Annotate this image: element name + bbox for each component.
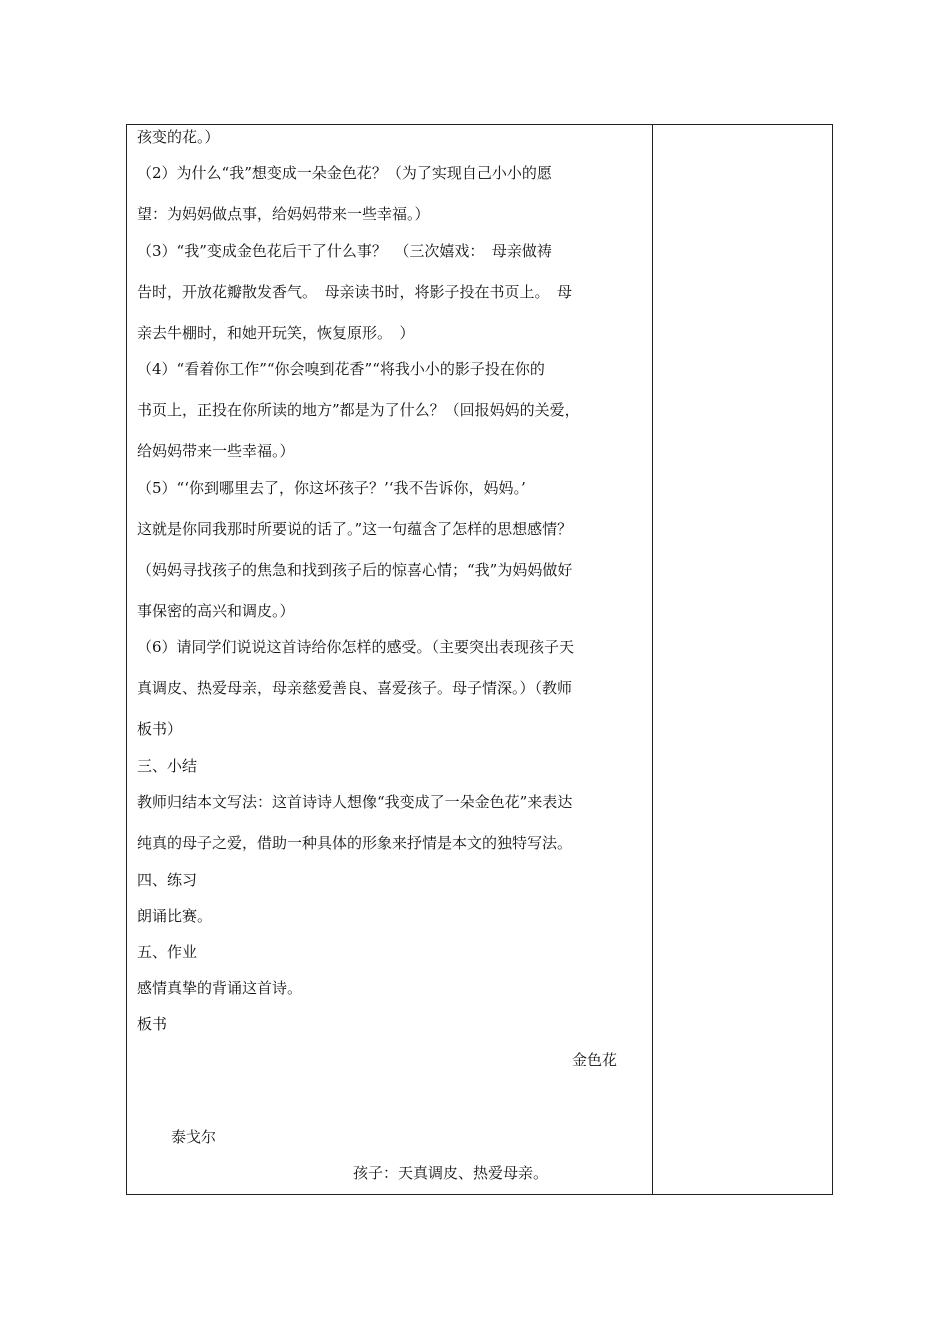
- text-line: 朗诵比赛。: [137, 907, 213, 925]
- text-line: （妈妈寻找孩子的焦急和找到孩子后的惊喜心情；“我”为妈妈做好: [137, 561, 573, 579]
- text-line: 板书）: [137, 720, 183, 738]
- section-heading: 四、练习: [137, 871, 198, 889]
- board-author: 泰戈尔: [171, 1128, 217, 1146]
- text-line: 教师归结本文写法：这首诗诗人想像“我变成了一朵金色花”来表达: [137, 793, 573, 811]
- lesson-table: [126, 124, 833, 1195]
- text-line: （4）“看着你工作”“你会嗅到花香”“将我小小的影子投在你的: [137, 360, 545, 378]
- text-line: （2）为什么“我”想变成一朵金色花？（为了实现自己小小的愿: [137, 164, 552, 182]
- section-heading: 五、作业: [137, 943, 198, 961]
- text-line: 给妈妈带来一些幸福。）: [137, 442, 295, 460]
- board-title: 金色花: [572, 1051, 618, 1069]
- text-line: 这就是你同我那时所要说的话了。”这一句蕴含了怎样的思想感情？: [137, 520, 573, 538]
- text-line: 事保密的高兴和调皮。）: [137, 602, 295, 620]
- column-divider: [652, 125, 653, 1194]
- text-line: 感情真挚的背诵这首诗。: [137, 979, 303, 997]
- text-line: （3）“我”变成金色花后干了什么事？ （三次嬉戏： 母亲做祷: [137, 242, 552, 260]
- section-heading: 板书: [137, 1015, 168, 1033]
- board-point: 孩子：天真调皮、热爱母亲。: [353, 1164, 549, 1182]
- section-heading: 三、小结: [137, 757, 198, 775]
- text-line: 孩变的花。）: [137, 128, 220, 146]
- text-line: 纯真的母子之爱，借助一种具体的形象来抒情是本文的独特写法。: [137, 834, 573, 852]
- text-line: 告时，开放花瓣散发香气。 母亲读书时，将影子投在书页上。 母: [137, 283, 573, 301]
- text-line: 亲去牛棚时，和她开玩笑，恢复原形。 ）: [137, 324, 415, 342]
- text-line: （6）请同学们说说这首诗给你怎样的感受。（主要突出表现孩子天: [137, 638, 575, 656]
- text-line: （5）“‘你到哪里去了，你这坏孩子？’‘我不告诉你，妈妈。’: [137, 479, 526, 497]
- text-line: 望：为妈妈做点事，给妈妈带来一些幸福。）: [137, 205, 430, 223]
- text-line: 书页上，正投在你所读的地方”都是为了什么？（回报妈妈的关爱，: [137, 401, 580, 419]
- text-line: 真调皮、热爱母亲，母亲慈爱善良、喜爱孩子。母子情深。）（教师: [137, 679, 573, 697]
